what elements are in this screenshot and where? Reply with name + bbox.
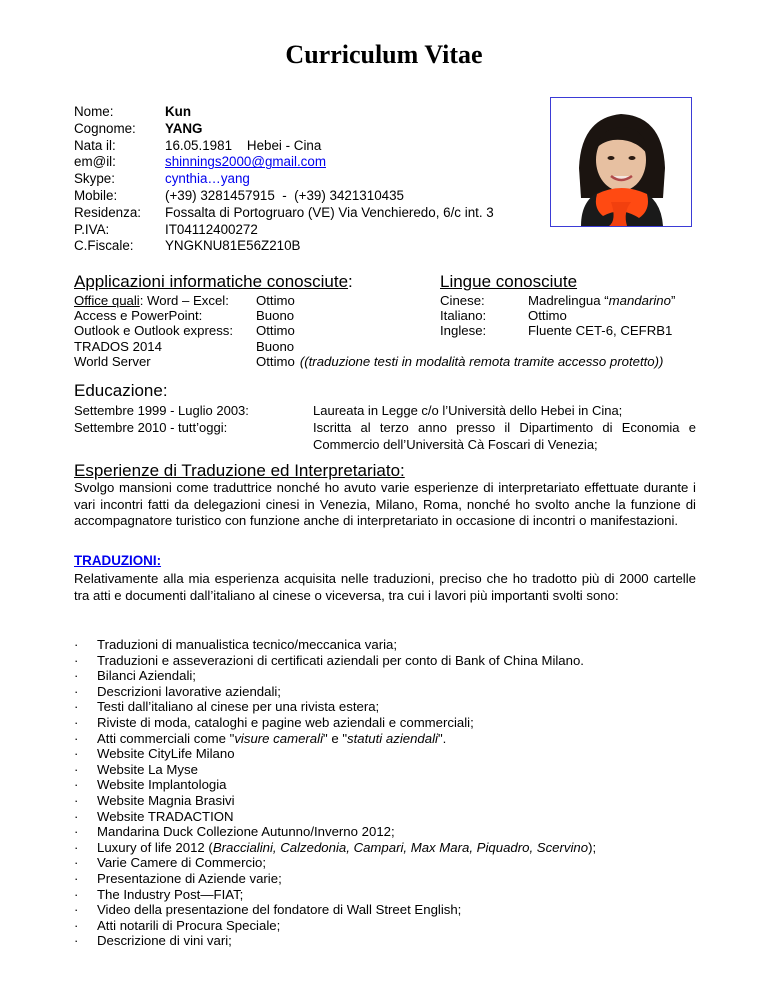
- language-name: Cinese:: [440, 293, 485, 308]
- info-row-email: [74, 154, 494, 171]
- skype-value: cynthia…yang: [165, 171, 250, 187]
- bullet-dot: ·: [74, 668, 79, 684]
- apps-name: Outlook e Outlook express:: [74, 323, 234, 339]
- education-details: [313, 402, 696, 453]
- list-item-text: Presentazione di Aziende varie;: [97, 870, 282, 886]
- bullet-dot: ·: [74, 683, 79, 699]
- bullet-dot: ·: [74, 777, 79, 793]
- list-item-text: Descrizioni lavorative aziendali;: [97, 683, 281, 699]
- language-level: Madrelingua “mandarino”: [528, 293, 676, 308]
- bullet-dot: ·: [74, 714, 79, 730]
- apps-level: Buono: [256, 308, 295, 324]
- list-item-text: Website Implantologia: [97, 777, 227, 793]
- apps-level: Buono: [256, 338, 295, 354]
- list-item: [74, 855, 596, 871]
- language-row: [440, 323, 675, 338]
- info-label: Residenza:: [74, 204, 141, 220]
- list-item-text: Traduzioni di manualistica tecnico/meccanica varia;: [97, 637, 398, 652]
- list-item-text: Website La Myse: [97, 761, 198, 777]
- info-row-cognome: [74, 121, 494, 138]
- apps-level: Ottimo: [256, 293, 295, 308]
- education-heading: Educazione:: [74, 381, 168, 400]
- info-value-first-name: Kun: [165, 104, 192, 119]
- bullet-dot: ·: [74, 730, 79, 746]
- list-item: [74, 762, 596, 778]
- info-value-piva: IT04112400272: [165, 221, 258, 237]
- list-item: [74, 824, 596, 840]
- apps-note: ((traduzione testi in modalità remota tramite accesso protetto)): [299, 353, 664, 369]
- info-label: Cognome:: [74, 120, 136, 136]
- experience-heading: Esperienze di Traduzione ed Interpretariato:: [74, 461, 405, 480]
- list-item: [74, 933, 596, 949]
- list-item: [74, 887, 596, 903]
- list-item: [74, 668, 596, 684]
- list-item: [74, 777, 596, 793]
- languages-heading: Lingue conosciute: [440, 272, 578, 291]
- apps-level: Ottimo: [256, 353, 295, 369]
- info-label: Nome:: [74, 104, 114, 119]
- list-item-text: Website Magnia Brasivi: [97, 792, 235, 808]
- language-level: Ottimo: [528, 308, 567, 324]
- list-item: [74, 871, 596, 887]
- info-value-residence: Fossalta di Portogruaro (VE) Via Venchieredo, 6/c int. 3: [165, 204, 494, 220]
- bullet-dot: ·: [74, 761, 79, 777]
- list-item-text: Descrizione di vini vari;: [97, 933, 232, 949]
- list-item-text: Varie Camere di Commercio;: [97, 855, 267, 871]
- translations-intro: Relativamente alla mia esperienza acquisita nelle traduzioni, preciso che ho tradotto più di 2000 cartelle tra atti e documenti dall’italiano al cinese o viceversa, tra cui i lavori più importanti svolti sono:: [74, 571, 696, 603]
- apps-name: TRADOS 2014: [74, 338, 162, 354]
- list-item-text: Luxury of life 2012 (Braccialini, Calzedonia, Campari, Max Mara, Piquadro, Scervino);: [97, 839, 597, 855]
- info-row-skype: [74, 171, 494, 188]
- info-row-nome: [74, 104, 494, 121]
- list-item: [74, 637, 596, 653]
- list-item: [74, 731, 596, 747]
- profile-photo: [550, 97, 692, 227]
- info-value-birth: 16.05.1981 Hebei - Cina: [165, 137, 322, 153]
- experience-text: Svolgo mansioni come traduttrice nonché ho avuto varie esperienze di interpretariato effettuate durante i vari incontri fatti da delegazioni cinesi in Venezia, Milano, Roma, nonché ho svolto anche la funzione di accompagnatore turistico con funzione anche di interpretariato in occasione di incontri o manifestazioni.: [74, 480, 696, 528]
- apps-level: Ottimo: [256, 323, 295, 339]
- info-label: Skype:: [74, 171, 115, 187]
- list-item-text: Atti notarili di Procura Speciale;: [97, 917, 281, 933]
- list-item-text: Bilanci Aziendali;: [97, 668, 196, 684]
- language-name: Italiano:: [440, 308, 487, 324]
- language-row: [440, 293, 675, 308]
- list-item: [74, 653, 596, 669]
- list-item-text: Mandarina Duck Collezione Autunno/Inverno 2012;: [97, 824, 395, 840]
- list-item: [74, 840, 596, 856]
- info-label: P.IVA:: [74, 221, 110, 237]
- list-item: [74, 746, 596, 762]
- list-item: [74, 902, 596, 918]
- education-line: Laureata in Legge c/o l’Università dello Hebei in Cina;: [313, 403, 623, 418]
- bullet-dot: ·: [74, 855, 79, 871]
- education-line: Iscritta al terzo anno presso il Dipartimento di Economia e: [313, 420, 696, 435]
- info-label: Nata il:: [74, 137, 116, 153]
- info-row-birth: [74, 138, 494, 155]
- list-item-text: The Industry Post—FIAT;: [97, 886, 244, 902]
- education-line: Commercio dell’Università Cà Foscari di Venezia;: [313, 437, 598, 452]
- translations-heading: TRADUZIONI:: [74, 553, 162, 568]
- languages-table: [440, 293, 675, 339]
- education-date: Settembre 1999 - Luglio 2003:: [74, 403, 249, 418]
- bullet-dot: ·: [74, 824, 79, 840]
- bullet-dot: ·: [74, 746, 79, 762]
- personal-info: [74, 104, 494, 255]
- bullet-dot: ·: [74, 902, 79, 918]
- bullet-dot: ·: [74, 637, 79, 652]
- info-label: em@il:: [74, 154, 116, 170]
- education-date: Settembre 2010 - tutt’oggi:: [74, 420, 228, 435]
- list-item-text: Website CityLife Milano: [97, 746, 235, 762]
- email-link[interactable]: shinnings2000@gmail.com: [165, 154, 326, 170]
- apps-note-text: (traduzione testi in modalità remota tramite accesso protetto): [304, 353, 660, 369]
- bullet-dot: ·: [74, 652, 79, 668]
- info-value-fiscal-code: YNGKNU81E56Z210B: [165, 238, 301, 254]
- bullet-dot: ·: [74, 870, 79, 886]
- apps-name: Access e PowerPoint:: [74, 308, 203, 324]
- apps-heading-text: Applicazioni informatiche conosciute: [74, 272, 349, 291]
- list-item-text: Video della presentazione del fondatore di Wall Street English;: [97, 902, 462, 918]
- info-row-piva: [74, 222, 494, 239]
- page-title: Curriculum Vitae: [285, 40, 483, 69]
- list-item-text: Traduzioni e asseverazioni di certificati aziendali per conto di Bank of China Milano.: [97, 652, 584, 668]
- translations-list: [74, 637, 596, 949]
- list-item: [74, 793, 596, 809]
- language-level: Fluente CET-6, CEFRB1: [528, 323, 673, 339]
- list-item: [74, 699, 596, 715]
- bullet-dot: ·: [74, 886, 79, 902]
- info-row-mobile: [74, 188, 494, 205]
- info-value-mobile: (+39) 3281457915 - (+39) 3421310435: [165, 187, 404, 203]
- info-label: C.Fiscale:: [74, 238, 134, 254]
- info-row-cf: [74, 238, 494, 255]
- list-item-text: Website TRADACTION: [97, 808, 234, 824]
- bullet-dot: ·: [74, 699, 79, 715]
- list-item: [74, 809, 596, 825]
- bullet-dot: ·: [74, 792, 79, 808]
- apps-heading-suffix: :: [348, 272, 353, 291]
- education-dates: [74, 402, 249, 436]
- list-item: [74, 715, 596, 731]
- apps-row: [74, 354, 663, 369]
- info-value-last-name: YANG: [165, 120, 203, 136]
- language-name: Inglese:: [440, 323, 487, 339]
- list-item-text: Riviste di moda, cataloghi e pagine web aziendali e commerciali;: [97, 714, 474, 730]
- bullet-dot: ·: [74, 933, 79, 949]
- info-label: Mobile:: [74, 187, 118, 203]
- list-item: [74, 918, 596, 934]
- list-item-text: Atti commerciali come "visure camerali" e "statuti aziendali".: [97, 730, 447, 746]
- portrait-illustration: [551, 98, 691, 226]
- apps-name: Office quali: Word – Excel:: [74, 293, 229, 308]
- bullet-dot: ·: [74, 917, 79, 933]
- apps-row: [74, 339, 663, 354]
- info-row-residence: [74, 205, 494, 222]
- list-item-text: Testi dall’italiano al cinese per una rivista estera;: [97, 699, 380, 715]
- list-item: [74, 684, 596, 700]
- apps-name: World Server: [74, 353, 151, 369]
- bullet-dot: ·: [74, 808, 79, 824]
- language-row: [440, 308, 675, 323]
- apps-heading: [74, 272, 353, 292]
- bullet-dot: ·: [74, 839, 79, 855]
